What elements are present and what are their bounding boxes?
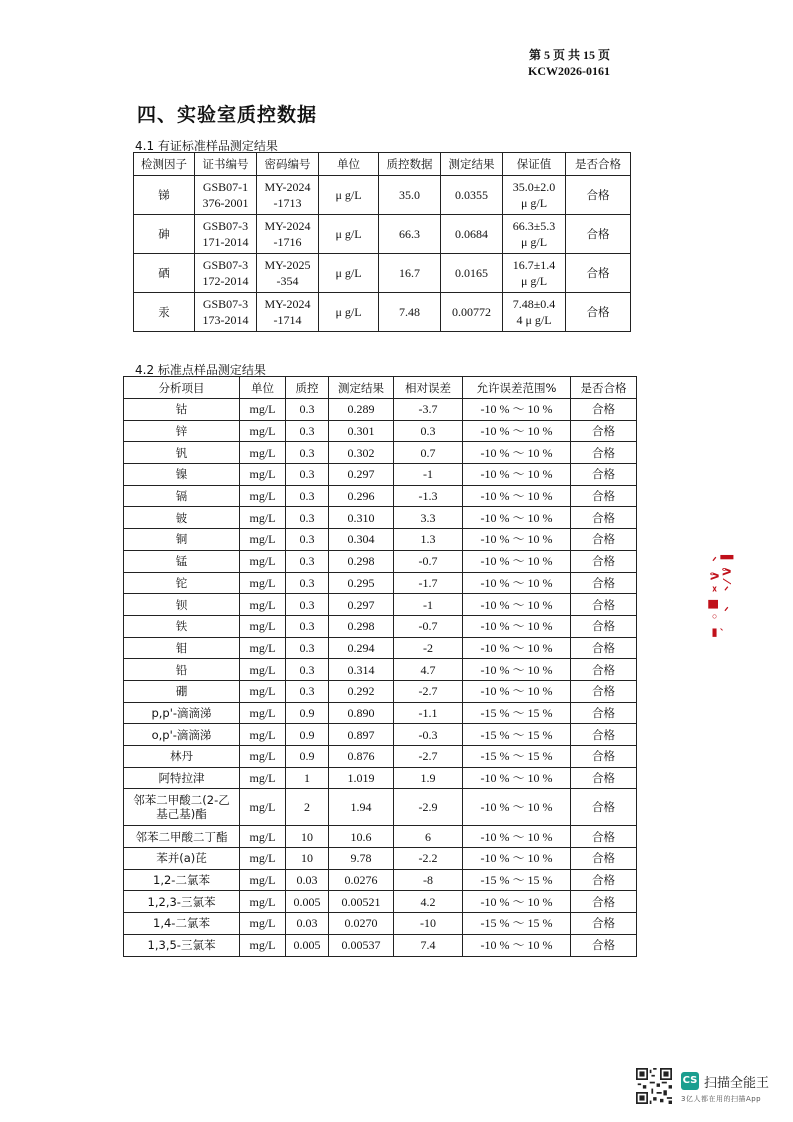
table-row: [124, 529, 637, 551]
cell-result: 0.00772: [441, 293, 503, 332]
cell-line: -1716: [273, 235, 302, 249]
cell-analyte: 苯并(a)芘: [124, 848, 240, 870]
cell-allowed-range: -10 % ～ 10 %: [463, 659, 571, 681]
cell-analyte: 邻苯二甲酸二丁酯: [124, 826, 240, 848]
cell-guarantee: [503, 215, 566, 254]
seal-stamp-fragment: ▌ᕗ⁄ᐟ ᐟ ˏ ᐟᕗᕽ▆◦▮: [708, 555, 733, 641]
column-header: 测定结果: [441, 153, 503, 176]
cell-unit: mg/L: [240, 507, 286, 529]
cell-result: 0.314: [329, 659, 394, 681]
table-row: [124, 594, 637, 616]
column-header: 单位: [319, 153, 379, 176]
cell-unit: mg/L: [240, 934, 286, 956]
cell-unit: mg/L: [240, 826, 286, 848]
cell-relative-error: 7.4: [394, 934, 463, 956]
cell-analyte: 钡: [124, 594, 240, 616]
cell-qc: 0.005: [286, 891, 329, 913]
table-header-row: [124, 377, 637, 399]
cell-unit: mg/L: [240, 848, 286, 870]
cell-result: 0.0355: [441, 176, 503, 215]
cell-relative-error: 4.7: [394, 659, 463, 681]
cell-allowed-range: -10 % ～ 10 %: [463, 507, 571, 529]
cell-relative-error: 0.7: [394, 442, 463, 464]
cell-pass: 合格: [566, 293, 631, 332]
cell-qc: 0.3: [286, 529, 329, 551]
cell-qc: 0.3: [286, 572, 329, 594]
cell-qc: 0.3: [286, 680, 329, 702]
table-row: [124, 399, 637, 421]
table-row: [124, 464, 637, 486]
cell-result: 0.304: [329, 529, 394, 551]
cell-pass: 合格: [571, 724, 637, 746]
table-row: [124, 615, 637, 637]
cell-pass: 合格: [571, 594, 637, 616]
cell-relative-error: -2: [394, 637, 463, 659]
table-row: [124, 746, 637, 768]
cell-line: μ g/L: [520, 196, 548, 210]
cell-analyte: p,p'-滴滴涕: [124, 702, 240, 724]
cell-line: 16.7±1.4: [512, 258, 556, 272]
cell-line: -354: [276, 274, 299, 288]
cell-pass: 合格: [566, 254, 631, 293]
cell-code-no: [257, 254, 319, 293]
column-header: 允许误差范围%: [463, 377, 571, 399]
table-row: [124, 724, 637, 746]
column-header: 质控: [286, 377, 329, 399]
cell-unit: mg/L: [240, 399, 286, 421]
cell-analyte: 铍: [124, 507, 240, 529]
cell-qc: 0.3: [286, 420, 329, 442]
column-header: 质控数据: [379, 153, 441, 176]
cell-analyte: 1,4-二氯苯: [124, 913, 240, 935]
cell-unit: mg/L: [240, 572, 286, 594]
cell-line: MY-2024: [264, 180, 311, 194]
cell-result: 1.94: [329, 789, 394, 826]
cell-line: MY-2024: [264, 297, 311, 311]
cell-pass: 合格: [571, 420, 637, 442]
cell-analyte: 1,3,5-三氯苯: [124, 934, 240, 956]
cell-qc: 10: [286, 848, 329, 870]
table-row: [124, 848, 637, 870]
cell-analyte: 钼: [124, 637, 240, 659]
cell-qc: 10: [286, 826, 329, 848]
certified-reference-title: 4.1 有证标准样品测定结果: [135, 139, 278, 153]
cell-unit: mg/L: [240, 550, 286, 572]
table-row: [124, 891, 637, 913]
cell-result: 0.0684: [441, 215, 503, 254]
cell-relative-error: 1.3: [394, 529, 463, 551]
cell-guarantee: [503, 176, 566, 215]
cell-result: 0.310: [329, 507, 394, 529]
scanner-app-name: 扫描全能王: [704, 1076, 770, 1091]
cell-unit: mg/L: [240, 420, 286, 442]
cell-allowed-range: -10 % ～ 10 %: [463, 848, 571, 870]
cell-unit: mg/L: [240, 485, 286, 507]
cell-line: μ g/L: [520, 274, 548, 288]
cell-result: 0.0165: [441, 254, 503, 293]
cell-analyte: 镍: [124, 464, 240, 486]
cell-result: 0.0276: [329, 869, 394, 891]
cell-relative-error: -2.2: [394, 848, 463, 870]
table-row: [124, 767, 637, 789]
cell-analyte: 铜: [124, 529, 240, 551]
cell-analyte: 阿特拉津: [124, 767, 240, 789]
cell-qc: 0.3: [286, 464, 329, 486]
cell-allowed-range: -10 % ～ 10 %: [463, 680, 571, 702]
cell-pass: 合格: [571, 572, 637, 594]
table-row: [124, 659, 637, 681]
cell-analyte: 钴: [124, 399, 240, 421]
cell-line: μ g/L: [520, 235, 548, 249]
cell-pass: 合格: [571, 848, 637, 870]
cell-pass: 合格: [571, 913, 637, 935]
cell-pass: 合格: [571, 789, 637, 826]
page-header: [500, 47, 610, 79]
cell-result: 10.6: [329, 826, 394, 848]
table-row: [124, 826, 637, 848]
table-row: [134, 215, 631, 254]
cell-unit: mg/L: [240, 442, 286, 464]
cell-result: 0.296: [329, 485, 394, 507]
cell-result: 0.297: [329, 464, 394, 486]
cell-relative-error: -0.3: [394, 724, 463, 746]
cell-result: 0.298: [329, 550, 394, 572]
cell-result: 0.00537: [329, 934, 394, 956]
cell-pass: 合格: [571, 680, 637, 702]
table-row: [134, 293, 631, 332]
cell-result: 9.78: [329, 848, 394, 870]
cell-allowed-range: -10 % ～ 10 %: [463, 420, 571, 442]
cell-pass: 合格: [571, 746, 637, 768]
cell-relative-error: -1.3: [394, 485, 463, 507]
cell-relative-error: 4.2: [394, 891, 463, 913]
qr-code-icon: [636, 1068, 672, 1104]
cell-unit: mg/L: [240, 464, 286, 486]
cell-qc: 16.7: [379, 254, 441, 293]
cell-qc: 0.03: [286, 869, 329, 891]
cell-line: -1714: [273, 313, 302, 327]
cell-relative-error: -1: [394, 594, 463, 616]
cell-allowed-range: -15 % ～ 15 %: [463, 913, 571, 935]
cell-pass: 合格: [571, 826, 637, 848]
cell-analyte: 1,2-二氯苯: [124, 869, 240, 891]
cell-cert-no: [195, 176, 257, 215]
column-header: 保证值: [503, 153, 566, 176]
column-header: 分析项目: [124, 377, 240, 399]
cell-unit: μ g/L: [319, 293, 379, 332]
cell-qc: 0.3: [286, 659, 329, 681]
table-row: [124, 420, 637, 442]
table-row: [124, 702, 637, 724]
cell-line: 35.0±2.0: [512, 180, 556, 194]
cell-qc: 0.3: [286, 399, 329, 421]
cell-pass: 合格: [571, 891, 637, 913]
standard-point-title: 4.2 标准点样品测定结果: [135, 363, 266, 377]
cell-pass: 合格: [571, 767, 637, 789]
cell-pass: 合格: [571, 615, 637, 637]
table-header-row: [134, 153, 631, 176]
table-row: [124, 485, 637, 507]
report-number: KCW2026-0161: [528, 64, 610, 78]
cell-relative-error: -0.7: [394, 615, 463, 637]
cell-line: 173-2014: [202, 313, 249, 327]
page-number: 第 5 页 共 15 页: [528, 48, 610, 62]
cell-line: MY-2024: [264, 219, 311, 233]
cell-allowed-range: -15 % ～ 15 %: [463, 746, 571, 768]
cell-pass: 合格: [571, 934, 637, 956]
cell-qc: 1: [286, 767, 329, 789]
column-header: 相对误差: [394, 377, 463, 399]
cell-qc: 7.48: [379, 293, 441, 332]
cell-code-no: [257, 176, 319, 215]
table-row: [134, 176, 631, 215]
cell-allowed-range: -10 % ～ 10 %: [463, 399, 571, 421]
cell-unit: mg/L: [240, 637, 286, 659]
cell-allowed-range: -10 % ～ 10 %: [463, 826, 571, 848]
cell-result: 0.897: [329, 724, 394, 746]
cell-unit: μ g/L: [319, 176, 379, 215]
cell-pass: 合格: [571, 637, 637, 659]
cell-allowed-range: -15 % ～ 15 %: [463, 724, 571, 746]
cell-relative-error: -3.7: [394, 399, 463, 421]
cell-allowed-range: -10 % ～ 10 %: [463, 464, 571, 486]
cell-unit: μ g/L: [319, 215, 379, 254]
cell-pass: 合格: [566, 176, 631, 215]
cell-pass: 合格: [571, 529, 637, 551]
camscanner-logo-icon: CS: [681, 1072, 699, 1090]
cell-unit: mg/L: [240, 529, 286, 551]
cell-allowed-range: -10 % ～ 10 %: [463, 789, 571, 826]
cell-pass: 合格: [571, 869, 637, 891]
cell-qc: 66.3: [379, 215, 441, 254]
cell-result: 0.302: [329, 442, 394, 464]
cell-unit: mg/L: [240, 746, 286, 768]
column-header: 测定结果: [329, 377, 394, 399]
cell-pass: 合格: [571, 507, 637, 529]
cell-result: 0.00521: [329, 891, 394, 913]
cell-factor: 硒: [134, 254, 195, 293]
table-row: [124, 507, 637, 529]
cell-allowed-range: -15 % ～ 15 %: [463, 869, 571, 891]
cell-allowed-range: -10 % ～ 10 %: [463, 529, 571, 551]
cell-qc: 0.9: [286, 724, 329, 746]
cell-qc: 0.005: [286, 934, 329, 956]
column-header: 证书编号: [195, 153, 257, 176]
cell-unit: μ g/L: [319, 254, 379, 293]
table-row: [124, 934, 637, 956]
cell-pass: 合格: [571, 485, 637, 507]
cell-unit: mg/L: [240, 680, 286, 702]
cell-analyte: o,p'-滴滴涕: [124, 724, 240, 746]
cell-qc: 0.9: [286, 702, 329, 724]
cell-analyte: 钒: [124, 442, 240, 464]
cell-relative-error: 3.3: [394, 507, 463, 529]
cell-relative-error: -2.7: [394, 680, 463, 702]
column-header: 是否合格: [571, 377, 637, 399]
table-row: [124, 442, 637, 464]
table-row: [124, 913, 637, 935]
cell-allowed-range: -10 % ～ 10 %: [463, 891, 571, 913]
cell-allowed-range: -10 % ～ 10 %: [463, 615, 571, 637]
cell-line: -1713: [273, 196, 302, 210]
cell-allowed-range: -10 % ～ 10 %: [463, 442, 571, 464]
cell-relative-error: -0.7: [394, 550, 463, 572]
cell-analyte: 铊: [124, 572, 240, 594]
cell-result: 0.890: [329, 702, 394, 724]
cell-result: 0.876: [329, 746, 394, 768]
cell-cert-no: [195, 293, 257, 332]
cell-qc: 0.3: [286, 637, 329, 659]
cell-relative-error: -10: [394, 913, 463, 935]
cell-result: 0.297: [329, 594, 394, 616]
cell-factor: 汞: [134, 293, 195, 332]
section-title: 四、实验室质控数据: [137, 104, 318, 126]
cell-unit: mg/L: [240, 789, 286, 826]
cell-analyte: 1,2,3-三氯苯: [124, 891, 240, 913]
cell-pass: 合格: [571, 702, 637, 724]
column-header: 是否合格: [566, 153, 631, 176]
cell-code-no: [257, 293, 319, 332]
cell-pass: 合格: [571, 442, 637, 464]
table-row: [124, 869, 637, 891]
cell-pass: 合格: [566, 215, 631, 254]
cell-unit: mg/L: [240, 659, 286, 681]
scanner-watermark: [636, 1068, 786, 1108]
cell-relative-error: 1.9: [394, 767, 463, 789]
cell-allowed-range: -10 % ～ 10 %: [463, 767, 571, 789]
cell-factor: 砷: [134, 215, 195, 254]
table-row: [124, 789, 637, 826]
cell-pass: 合格: [571, 550, 637, 572]
cell-qc: 0.3: [286, 485, 329, 507]
cell-line: 376-2001: [202, 196, 249, 210]
cell-cert-no: [195, 254, 257, 293]
cell-line: 172-2014: [202, 274, 249, 288]
cell-unit: mg/L: [240, 702, 286, 724]
table-row: [124, 637, 637, 659]
cell-qc: 35.0: [379, 176, 441, 215]
cell-cert-no: [195, 215, 257, 254]
cell-relative-error: 0.3: [394, 420, 463, 442]
cell-allowed-range: -10 % ～ 10 %: [463, 637, 571, 659]
cell-line: 4 μ g/L: [516, 313, 552, 327]
cell-relative-error: -1: [394, 464, 463, 486]
cell-qc: 0.03: [286, 913, 329, 935]
cell-pass: 合格: [571, 659, 637, 681]
cell-analyte: 硼: [124, 680, 240, 702]
cell-analyte: 锰: [124, 550, 240, 572]
cell-unit: mg/L: [240, 594, 286, 616]
cell-allowed-range: -10 % ～ 10 %: [463, 485, 571, 507]
cell-analyte: 铁: [124, 615, 240, 637]
cell-relative-error: 6: [394, 826, 463, 848]
cell-line: GSB07-1: [202, 180, 249, 194]
cell-allowed-range: -10 % ～ 10 %: [463, 594, 571, 616]
cell-qc: 0.3: [286, 615, 329, 637]
cell-guarantee: [503, 293, 566, 332]
cell-guarantee: [503, 254, 566, 293]
cell-line: MY-2025: [264, 258, 311, 272]
cell-pass: 合格: [571, 399, 637, 421]
table-row: [134, 254, 631, 293]
certified-reference-table: [133, 152, 631, 332]
column-header: 单位: [240, 377, 286, 399]
standard-point-table: [123, 376, 637, 957]
cell-line: 7.48±0.4: [512, 297, 556, 311]
cell-result: 0.289: [329, 399, 394, 421]
cell-result: 0.292: [329, 680, 394, 702]
cell-analyte: 镉: [124, 485, 240, 507]
table-row: [124, 572, 637, 594]
cell-line: 66.3±5.3: [512, 219, 556, 233]
cell-result: 0.295: [329, 572, 394, 594]
cell-line: GSB07-3: [202, 219, 249, 233]
cell-relative-error: -8: [394, 869, 463, 891]
column-header: 密码编号: [257, 153, 319, 176]
cell-code-no: [257, 215, 319, 254]
cell-unit: mg/L: [240, 913, 286, 935]
table-row: [124, 550, 637, 572]
column-header: 检测因子: [134, 153, 195, 176]
cell-qc: 0.3: [286, 442, 329, 464]
cell-unit: mg/L: [240, 767, 286, 789]
cell-qc: 0.3: [286, 550, 329, 572]
cell-relative-error: -2.7: [394, 746, 463, 768]
cell-line: 171-2014: [202, 235, 249, 249]
cell-result: 1.019: [329, 767, 394, 789]
scanner-app-tagline: 3亿人都在用的扫描App: [681, 1095, 762, 1103]
cell-qc: 0.9: [286, 746, 329, 768]
cell-unit: mg/L: [240, 615, 286, 637]
cell-qc: 2: [286, 789, 329, 826]
cell-pass: 合格: [571, 464, 637, 486]
cell-line: GSB07-3: [202, 258, 249, 272]
cell-analyte: 锌: [124, 420, 240, 442]
cell-allowed-range: -10 % ～ 10 %: [463, 550, 571, 572]
cell-analyte: 林丹: [124, 746, 240, 768]
cell-unit: mg/L: [240, 891, 286, 913]
cell-factor: 锑: [134, 176, 195, 215]
cell-result: 0.298: [329, 615, 394, 637]
cell-allowed-range: -10 % ～ 10 %: [463, 572, 571, 594]
cell-unit: mg/L: [240, 869, 286, 891]
cell-result: 0.301: [329, 420, 394, 442]
cell-analyte: 铅: [124, 659, 240, 681]
cell-result: 0.294: [329, 637, 394, 659]
cell-analyte: 邻苯二甲酸二(2-乙基己基)酯: [124, 789, 240, 826]
cell-qc: 0.3: [286, 507, 329, 529]
cell-line: GSB07-3: [202, 297, 249, 311]
cell-relative-error: -1.1: [394, 702, 463, 724]
cell-unit: mg/L: [240, 724, 286, 746]
cell-relative-error: -1.7: [394, 572, 463, 594]
cell-relative-error: -2.9: [394, 789, 463, 826]
table-row: [124, 680, 637, 702]
cell-result: 0.0270: [329, 913, 394, 935]
cell-allowed-range: -15 % ～ 15 %: [463, 702, 571, 724]
cell-allowed-range: -10 % ～ 10 %: [463, 934, 571, 956]
cell-qc: 0.3: [286, 594, 329, 616]
